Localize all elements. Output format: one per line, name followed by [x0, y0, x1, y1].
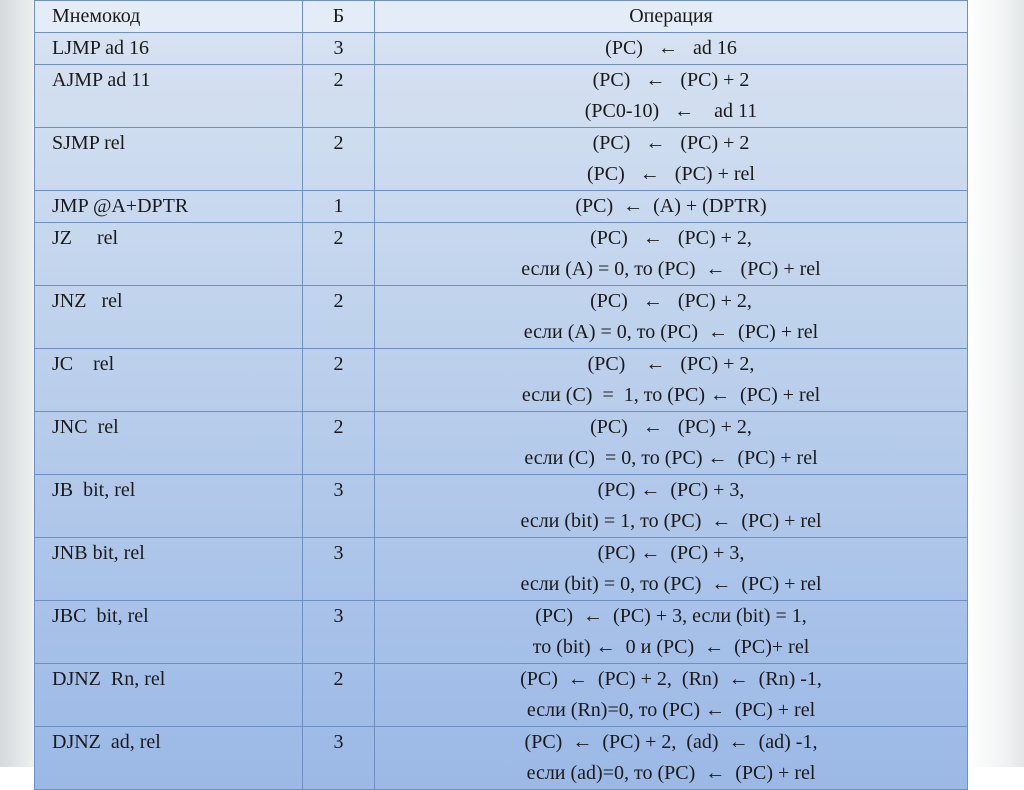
- mnemonic-cell: AJMP ad 11: [35, 65, 303, 128]
- operation-cell: [375, 601, 968, 664]
- table-row: [35, 475, 968, 538]
- operation-cell: [375, 727, 968, 790]
- bytes-cell: 2: [303, 223, 375, 286]
- bytes-cell: 3: [303, 601, 375, 664]
- operation-line: (PC) ← (PC) + 2,: [587, 353, 755, 375]
- bytes-cell: 2: [303, 286, 375, 349]
- header-operation: Операция: [375, 1, 968, 33]
- table-body: [35, 33, 968, 790]
- operation-line: если (A) = 0, то (PC) ← (PC) + rel: [523, 321, 819, 343]
- operation-line: если (Rn)=0, то (PC) ← (PC) + rel: [526, 699, 816, 721]
- mnemonic-cell: SJMP rel: [35, 128, 303, 191]
- operation-line: если (bit) = 1, то (PC) ← (PC) + rel: [520, 510, 822, 532]
- instruction-table: [34, 0, 968, 790]
- operation-line: если (C) = 0, то (PC) ← (PC) + rel: [524, 447, 818, 469]
- mnemonic-cell: LJMP ad 16: [35, 33, 303, 65]
- operation-cell: [375, 191, 968, 223]
- header-row: [35, 1, 968, 33]
- operation-cell: [375, 128, 968, 191]
- header-mnemonic: Мнемокод: [35, 1, 303, 33]
- table-row: [35, 191, 968, 223]
- bytes-cell: 2: [303, 349, 375, 412]
- operation-line: (PC) ← (PC) + 2,: [590, 290, 752, 312]
- table-row: [35, 538, 968, 601]
- operation-cell: [375, 65, 968, 128]
- operation-cell: [375, 286, 968, 349]
- operation-line: (PC) ← (PC) + 3,: [597, 542, 745, 564]
- bytes-cell: 2: [303, 65, 375, 128]
- bytes-cell: 3: [303, 33, 375, 65]
- operation-line: если (C) = 1, то (PC) ← (PC) + rel: [521, 384, 821, 406]
- operation-line: то (bit) ← 0 и (PC) ← (PC)+ rel: [532, 636, 810, 658]
- header-bytes: Б: [303, 1, 375, 33]
- operation-line: (PC) ← (PC) + 2: [592, 69, 750, 91]
- table-row: [35, 601, 968, 664]
- operation-cell: [375, 664, 968, 727]
- mnemonic-cell: DJNZ Rn, rel: [35, 664, 303, 727]
- left-margin-shade: [0, 0, 34, 767]
- operation-line: (PC) ← (PC) + 2, (Rn) ← (Rn) -1,: [520, 668, 822, 690]
- operation-line: если (ad)=0, то (PC) ← (PC) + rel: [526, 762, 816, 784]
- table-row: [35, 727, 968, 790]
- operation-cell: [375, 475, 968, 538]
- table-row: [35, 33, 968, 65]
- mnemonic-cell: JNB bit, rel: [35, 538, 303, 601]
- operation-line: (PC) ← (PC) + 2: [592, 132, 750, 154]
- mnemonic-cell: JBC bit, rel: [35, 601, 303, 664]
- mnemonic-cell: JC rel: [35, 349, 303, 412]
- operation-cell: [375, 412, 968, 475]
- operation-cell: [375, 33, 968, 65]
- operation-line: (PC) ← (PC) + 3,: [597, 479, 745, 501]
- operation-line: (PC) ← (PC) + rel: [587, 163, 755, 185]
- table-row: [35, 412, 968, 475]
- bytes-cell: 2: [303, 128, 375, 191]
- mnemonic-cell: JNC rel: [35, 412, 303, 475]
- operation-cell: [375, 223, 968, 286]
- mnemonic-cell: JMP @A+DPTR: [35, 191, 303, 223]
- bytes-cell: 1: [303, 191, 375, 223]
- bytes-cell: 3: [303, 475, 375, 538]
- operation-line: (PC) ← (PC) + 2, (ad) ← (ad) -1,: [524, 731, 818, 753]
- operation-line: (PC) ← (PC) + 2,: [590, 227, 752, 249]
- operation-line: если (bit) = 0, то (PC) ← (PC) + rel: [520, 573, 822, 595]
- table-row: [35, 223, 968, 286]
- table-row: [35, 128, 968, 191]
- table-row: [35, 664, 968, 727]
- operation-cell: [375, 349, 968, 412]
- operation-line: если (A) = 0, то (PC) ← (PC) + rel: [521, 258, 821, 280]
- operation-cell: [375, 538, 968, 601]
- table-row: [35, 349, 968, 412]
- bytes-cell: 2: [303, 412, 375, 475]
- mnemonic-cell: JB bit, rel: [35, 475, 303, 538]
- table-row: [35, 65, 968, 128]
- bytes-cell: 3: [303, 538, 375, 601]
- operation-line: (PC) ← (A) + (DPTR): [575, 195, 767, 217]
- mnemonic-cell: JZ rel: [35, 223, 303, 286]
- operation-line: (PC0-10) ← ad 11: [584, 100, 758, 122]
- table-row: [35, 286, 968, 349]
- bytes-cell: 3: [303, 727, 375, 790]
- operation-line: (PC) ← (PC) + 2,: [590, 416, 752, 438]
- mnemonic-cell: DJNZ ad, rel: [35, 727, 303, 790]
- operation-line: (PC) ← (PC) + 3, если (bit) = 1,: [535, 605, 807, 627]
- bytes-cell: 2: [303, 664, 375, 727]
- right-margin-shade: [967, 0, 1024, 767]
- operation-line: (PC) ← ad 16: [605, 37, 737, 59]
- mnemonic-cell: JNZ rel: [35, 286, 303, 349]
